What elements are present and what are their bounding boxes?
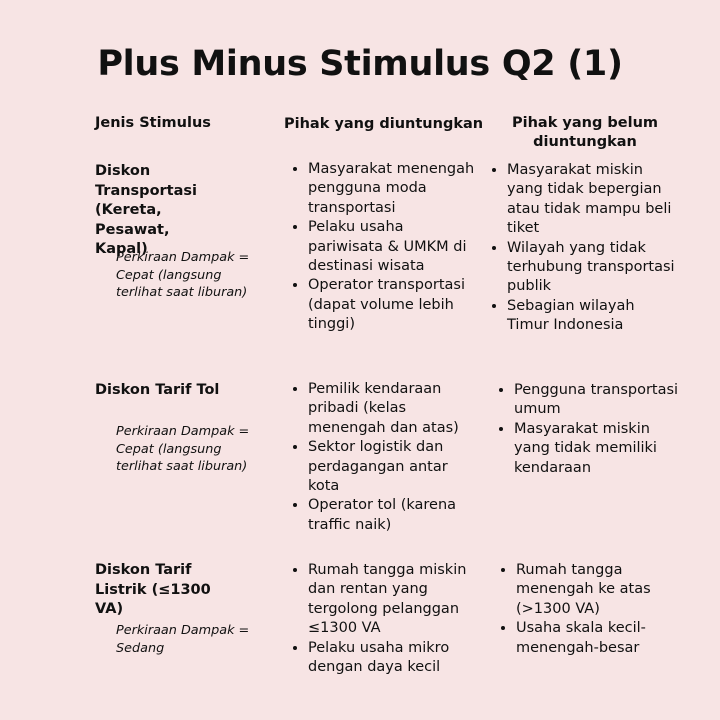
header-pihak-belum-diuntungkan: Pihak yang belum diuntungkan [512, 115, 658, 150]
not-benefited-list-transportasi [490, 161, 675, 336]
stimulus-name-tol: Diskon Tarif Tol [95, 382, 220, 398]
list-item: • Sebagian wilayah Timur Indonesia [507, 297, 675, 336]
stimulus-name-transportasi: Diskon Transportasi (Kereta, Pesawat, Kapal) [95, 163, 197, 257]
list-item: • Pelaku usaha mikro dengan daya kecil [308, 639, 478, 678]
list-item: • Rumah tangga menengah ke atas (>1300 VA) [516, 561, 681, 619]
not-benefited-list-listrik [499, 561, 681, 658]
list-item: • Pengguna transportasi umum [514, 381, 679, 420]
list-item: • Usaha skala kecil-menengah-besar [516, 619, 681, 658]
benefited-list-transportasi [291, 160, 478, 335]
impact-note-listrik: Perkiraan Dampak = Sedang [116, 623, 250, 656]
list-item: • Sektor logistik dan perdagangan antar kota [308, 438, 478, 496]
benefited-list-tol [291, 380, 478, 535]
list-item: • Wilayah yang tidak terhubung transportasi publik [507, 239, 675, 297]
list-item: • Pelaku usaha pariwisata & UMKM di destinasi wisata [308, 218, 478, 276]
list-item: • Rumah tangga miskin dan rentan yang tergolong pelanggan ≤1300 VA [308, 561, 478, 639]
list-item: • Pemilik kendaraan pribadi (kelas menengah dan atas) [308, 380, 478, 438]
header-jenis-stimulus: Jenis Stimulus [95, 115, 211, 131]
list-item: • Operator transportasi (dapat volume lebih tinggi) [308, 276, 478, 334]
impact-note-tol: Perkiraan Dampak = Cepat (langsung terlihat saat liburan) [116, 424, 250, 474]
benefited-list-listrik [291, 561, 478, 677]
list-item: • Masyarakat miskin yang tidak memiliki kendaraan [514, 420, 679, 478]
header-pihak-diuntungkan: Pihak yang diuntungkan [284, 116, 484, 132]
list-item: • Operator tol (karena traffic naik) [308, 496, 478, 535]
page-title: Plus Minus Stimulus Q2 (1) [97, 44, 623, 84]
not-benefited-list-tol [497, 381, 679, 478]
list-item: • Masyarakat miskin yang tidak bepergian atau tidak mampu beli tiket [507, 161, 675, 239]
stimulus-name-listrik: Diskon Tarif Listrik (≤1300 VA) [95, 562, 211, 617]
impact-note-transportasi: Perkiraan Dampak = Cepat (langsung terlihat saat liburan) [116, 250, 250, 300]
list-item: • Masyarakat menengah pengguna moda transportasi [308, 160, 478, 218]
